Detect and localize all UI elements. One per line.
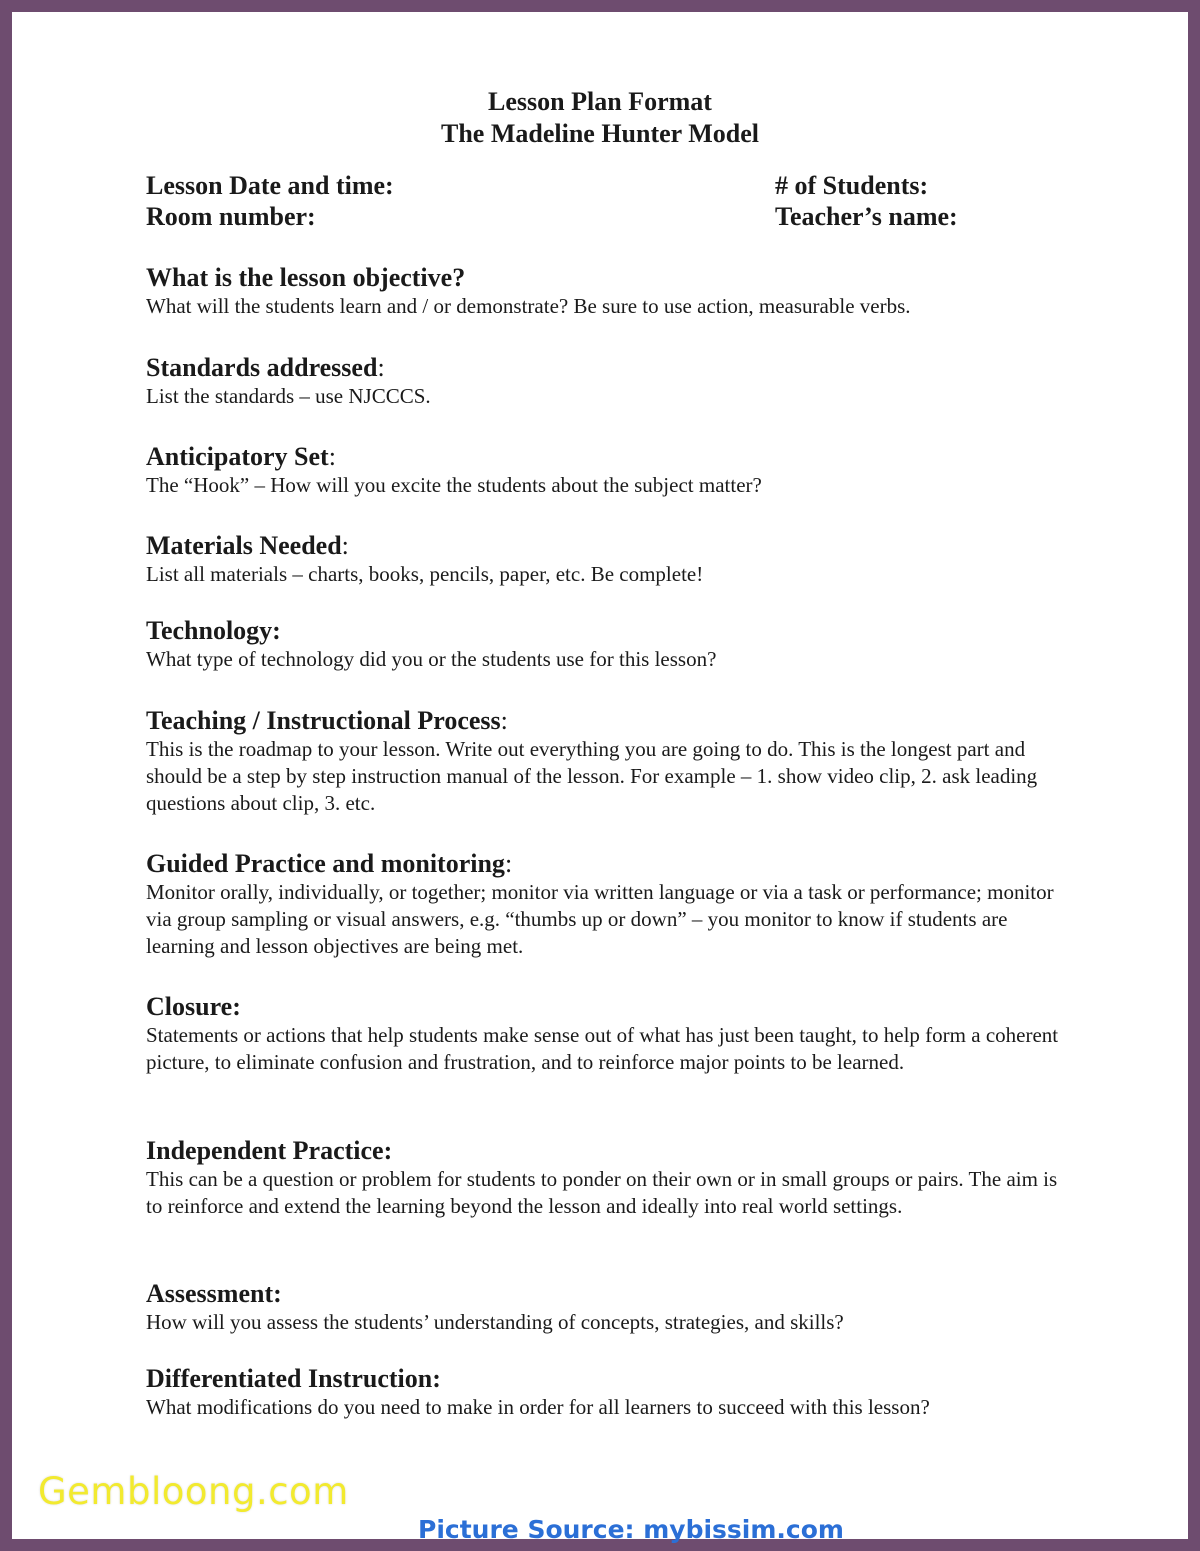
section-heading: Differentiated Instruction:: [146, 1364, 441, 1393]
document-title: [12, 86, 1188, 150]
section-guided-practice: [146, 849, 1076, 960]
section-heading: Independent Practice:: [146, 1136, 393, 1165]
lesson-date-label: Lesson Date and time:: [146, 171, 394, 200]
picture-source-caption: Picture Source: mybissim.com: [418, 1515, 844, 1544]
section-body: List the standards – use NJCCCS.: [146, 384, 431, 408]
document-page: [12, 12, 1188, 1539]
meta-right: [775, 170, 958, 232]
section-standards: [146, 353, 1076, 410]
section-body: What will the students learn and / or demonstrate? Be sure to use action, measurable verbs.: [146, 294, 911, 318]
section-body: What type of technology did you or the students use for this lesson?: [146, 647, 717, 671]
section-materials: [146, 531, 1076, 588]
section-body: How will you assess the students’ understanding of concepts, strategies, and skills?: [146, 1310, 844, 1334]
section-closure: [146, 992, 1076, 1076]
section-independent-practice: [146, 1136, 1076, 1220]
meta-left: [146, 170, 394, 232]
section-heading: Assessment:: [146, 1279, 282, 1308]
section-heading: Materials Needed:: [146, 531, 349, 560]
section-heading: Guided Practice and monitoring:: [146, 849, 513, 878]
section-anticipatory-set: [146, 442, 1076, 499]
section-heading: Closure:: [146, 992, 241, 1021]
title-line-2: The Madeline Hunter Model: [440, 119, 759, 148]
section-differentiated-instruction: [146, 1364, 1076, 1421]
section-assessment: [146, 1279, 1076, 1336]
section-heading: Technology:: [146, 616, 281, 645]
students-count-label: # of Students:: [775, 171, 929, 200]
section-technology: [146, 616, 1076, 673]
section-heading: Anticipatory Set:: [146, 442, 336, 471]
section-body: This is the roadmap to your lesson. Write out everything you are going to do. This is the longest part and should be a step by step instruction manual of the lesson. For example – 1. show video clip, 2. ask leading questions about clip, 3. etc.: [146, 737, 1038, 815]
section-instructional-process: [146, 706, 1076, 817]
section-body: What modifications do you need to make in order for all learners to succeed with this lesson?: [146, 1395, 930, 1419]
section-body: This can be a question or problem for students to ponder on their own or in small groups or pairs. The aim is to reinforce and extend the learning beyond the lesson and ideally into real world settings.: [146, 1167, 1058, 1218]
section-body: Statements or actions that help students make sense out of what has just been taught, to help form a coherent picture, to eliminate confusion and frustration, and to reinforce major points to be learned.: [146, 1023, 1059, 1074]
section-body: The “Hook” – How will you excite the students about the subject matter?: [146, 473, 762, 497]
section-heading: What is the lesson objective?: [146, 263, 466, 292]
section-heading: Standards addressed:: [146, 353, 385, 382]
section-objective: [146, 263, 1076, 320]
room-number-label: Room number:: [146, 202, 316, 231]
section-heading: Teaching / Instructional Process:: [146, 706, 508, 735]
section-body: Monitor orally, individually, or together; monitor via written language or via a task or performance; monitor via group sampling or visual answers, e.g. “thumbs up or down” – you monitor to know if students are learning and lesson objectives are being met.: [146, 880, 1054, 958]
teacher-name-label: Teacher’s name:: [775, 202, 958, 231]
watermark-text: Gembloong.com: [38, 1470, 349, 1513]
section-body: List all materials – charts, books, pencils, paper, etc. Be complete!: [146, 562, 704, 586]
title-line-1: Lesson Plan Format: [488, 87, 712, 116]
